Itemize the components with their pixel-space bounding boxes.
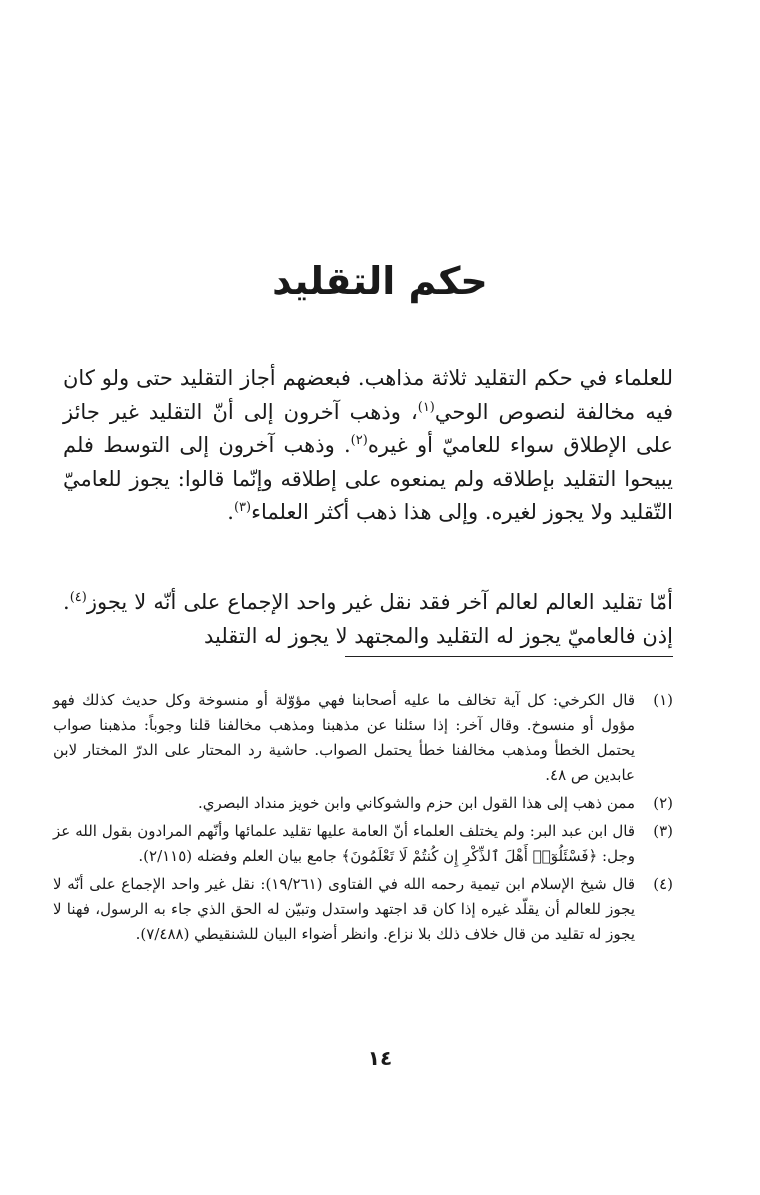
paragraph-text: للعلماء في حكم التقليد ثلاثة مذاهب. فبعضهم أجاز التقليد حتى ولو كان فيه مخالفة لنصوص الوحي bbox=[63, 366, 673, 424]
footnote-number: (٣) bbox=[653, 822, 673, 840]
body-paragraph-1 bbox=[63, 362, 673, 530]
footnote-number: (١) bbox=[653, 691, 673, 709]
footnote-ref-2[interactable]: (٢) bbox=[350, 433, 368, 448]
footnote-separator bbox=[345, 656, 673, 657]
footnote-ref-3[interactable]: (٣) bbox=[233, 500, 252, 515]
footnote-1 bbox=[53, 688, 673, 788]
paragraph-text: . bbox=[227, 500, 234, 524]
paragraph-text: . وذهب آخرون إلى التوسط فلم يبيحوا التقليد بإطلاقه ولم يمنعوه على إطلاقه وإنّما قالوا: يجوز للعاميّ التّقليد ولا يجوز لغيره. وإلى هذا ذهب أكثر العلماء bbox=[63, 433, 673, 524]
paragraph-text: أمّا تقليد العالم لعالم آخر فقد نقل غير واحد الإجماع على أنّه لا يجوز bbox=[86, 590, 673, 614]
footnote-4 bbox=[53, 872, 673, 947]
chapter-title: حكم التقليد bbox=[272, 259, 488, 304]
footnote-number: (٢) bbox=[653, 794, 673, 812]
footnote-ref-1[interactable]: (١) bbox=[417, 399, 435, 415]
body-paragraph-2 bbox=[63, 586, 673, 653]
footnote-text: قال ابن عبد البر: ولم يختلف العلماء أنّ العامة عليها تقليد علمائها وأنّهم المرادون بقول الله عز وجل: ﴿فَسْئَلُوٓا۟ أَهْلَ ٱلذِّكْرِ إِن كُنتُمْ لَا تَعْلَمُونَ﴾ جامع بيان العلم وفضله (٢/١١٥). bbox=[53, 822, 635, 865]
footnote-3 bbox=[53, 819, 673, 869]
footnotes bbox=[53, 688, 673, 950]
footnote-number: (٤) bbox=[653, 875, 673, 893]
footnote-ref-4[interactable]: (٤) bbox=[69, 590, 87, 605]
page-number: ١٤ bbox=[367, 1046, 393, 1070]
footnote-text: ممن ذهب إلى هذا القول ابن حزم والشوكاني وابن خويز منداد البصري. bbox=[198, 794, 635, 812]
footnote-text: قال الكرخي: كل آية تخالف ما عليه أصحابنا فهي مؤوّلة أو منسوخة وكل حديث كذلك فهو مؤول أو منسوخ. وقال آخر: إذا سئلنا عن مذهبنا ومذهب مخالفنا قلنا وجوباً: مذهبنا صواب يحتمل الخطأ ومذهب مخالفنا خطأ يحتمل الصواب. حاشية رد المحتار على الدرّ المختار لابن عابدين ص ٤٨. bbox=[53, 691, 635, 784]
paragraph-text: . إذن فالعاميّ يجوز له التقليد والمجتهد لا يجوز له التقليد bbox=[63, 590, 673, 648]
footnote-2 bbox=[53, 791, 673, 816]
footnote-text: قال شيخ الإسلام ابن تيمية رحمه الله في الفتاوى (١٩/٢٦١): نقل غير واحد الإجماع على أنّه لا يجوز للعالم أن يقلّد غيره إذا كان قد اجتهد واستدل وتبيّن له الحق الذي جاء به الرسول، فهنا لا يجوز له تقليد من قال خلاف ذلك بلا نزاع. وانظر أضواء البيان للشنقيطي (٧/٤٨٨). bbox=[53, 875, 635, 943]
paragraph-text: ، وذهب آخرون إلى أنّ التقليد غير جائز على الإطلاق سواء للعاميّ أو غيره bbox=[63, 399, 673, 457]
